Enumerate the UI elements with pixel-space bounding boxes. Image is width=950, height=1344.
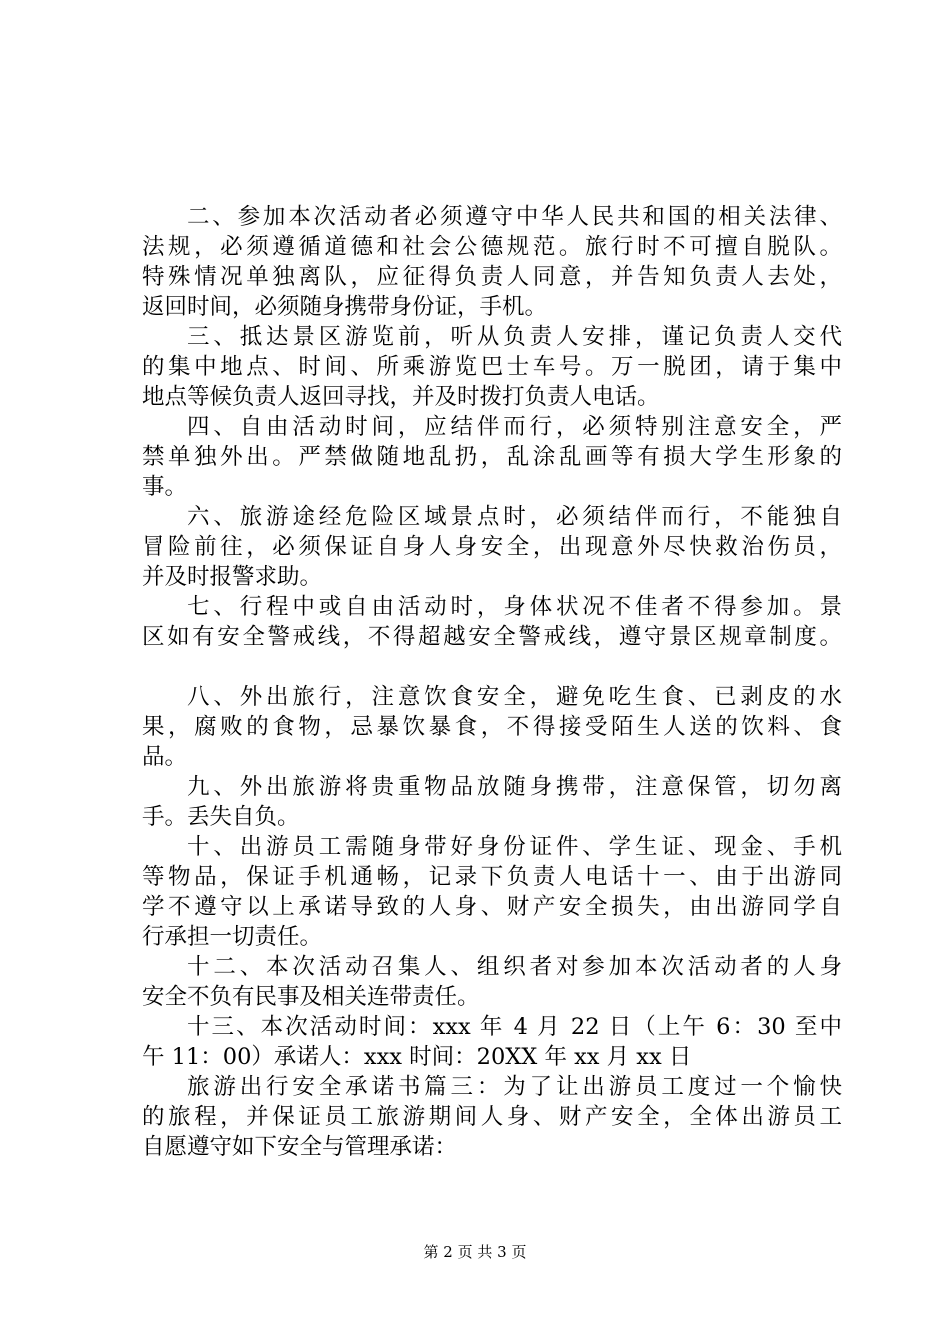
paragraph-line: 安全不负有民事及相关连带责任。	[142, 984, 480, 1010]
paragraph-line: 学不遵守以上承诺导致的人身、财产安全损失，由出游同学自	[142, 894, 842, 920]
paragraph-line: 特殊情况单独离队，应征得负责人同意，并告知负责人去处，	[142, 264, 842, 290]
document-body	[142, 202, 842, 1162]
paragraph-line: 事。	[142, 474, 188, 500]
paragraph-line: 六、旅游途经危险区域景点时，必须结伴而行，不能独自	[187, 504, 842, 530]
paragraph-line: 自愿遵守如下安全与管理承诺：	[142, 1134, 458, 1160]
paragraph-line: 品。	[142, 744, 188, 770]
paragraph-line: 旅游出行安全承诺书篇三：为了让出游员工度过一个愉快	[187, 1074, 842, 1100]
paragraph-line: 返回时间，必须随身携带身份证，手机。	[142, 294, 548, 320]
paragraph-line: 等物品，保证手机通畅，记录下负责人电话十一、由于出游同	[142, 864, 842, 890]
paragraph-line: 手。丢失自负。	[142, 804, 300, 830]
paragraph-line: 十、出游员工需随身带好身份证件、学生证、现金、手机	[187, 834, 842, 860]
paragraph-line: 二、参加本次活动者必须遵守中华人民共和国的相关法律、	[187, 204, 842, 230]
paragraph-line: 地点等候负责人返回寻找，并及时拨打负责人电话。	[142, 384, 660, 410]
paragraph-line: 果，腐败的食物，忌暴饮暴食，不得接受陌生人送的饮料、食	[142, 714, 842, 740]
paragraph-line: 区如有安全警戒线，不得超越安全警戒线，遵守景区规章制度。	[142, 624, 842, 650]
page-number-footer: 第 2 页 共 3 页	[423, 1243, 527, 1261]
paragraph-line: 法规，必须遵循道德和社会公德规范。旅行时不可擅自脱队。	[142, 234, 842, 260]
paragraph-line: 四、自由活动时间，应结伴而行，必须特别注意安全，严	[187, 414, 842, 440]
paragraph-line: 禁单独外出。严禁做随地乱扔，乱涂乱画等有损大学生形象的	[142, 444, 842, 470]
paragraph-line: 午 11：00）承诺人：xxx 时间：20XX 年 xx 月 xx 日	[142, 1044, 692, 1070]
paragraph-line: 九、外出旅游将贵重物品放随身携带，注意保管，切勿离	[187, 774, 842, 800]
paragraph-line: 八、外出旅行，注意饮食安全，避免吃生食、已剥皮的水	[187, 684, 842, 710]
paragraph-line: 十三、本次活动时间：xxx 年 4 月 22 日（上午 6：30 至中	[187, 1014, 842, 1040]
paragraph-line: 七、行程中或自由活动时，身体状况不佳者不得参加。景	[187, 594, 842, 620]
paragraph-line: 行承担一切责任。	[142, 924, 323, 950]
paragraph-line: 冒险前往，必须保证自身人身安全，出现意外尽快救治伤员，	[142, 534, 842, 560]
paragraph-line: 十二、本次活动召集人、组织者对参加本次活动者的人身	[187, 954, 842, 980]
paragraph-line: 三、抵达景区游览前，听从负责人安排，谨记负责人交代	[187, 324, 842, 350]
paragraph-line: 的集中地点、时间、所乘游览巴士车号。万一脱团，请于集中	[142, 354, 842, 380]
blank-line	[142, 652, 842, 682]
paragraph-line: 并及时报警求助。	[142, 564, 323, 590]
paragraph-line: 的旅程，并保证员工旅游期间人身、财产安全，全体出游员工	[142, 1104, 842, 1130]
